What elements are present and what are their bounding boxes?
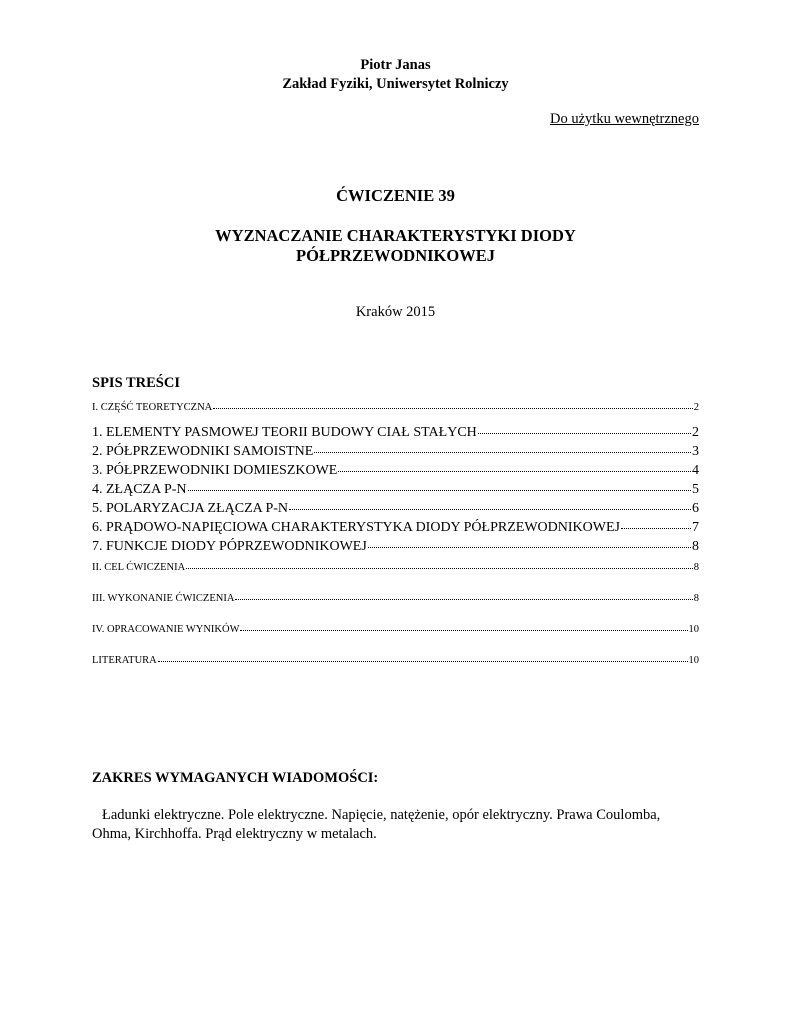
title-line-2: PÓŁPRZEWODNIKOWEJ	[296, 246, 495, 265]
requirements-text: Ładunki elektryczne. Pole elektryczne. Napięcie, natężenie, opór elektryczny. Prawa Coulomba, Ohma, Kirchhoffa. Prąd elektryczny w metalach.	[92, 807, 661, 842]
toc-leader-dots	[314, 452, 691, 453]
toc-entry-label: 4. ZŁĄCZA P-N	[92, 482, 187, 497]
toc-entry-label: I. CZĘŚĆ TEORETYCZNA	[92, 402, 213, 413]
toc-entry[interactable]	[92, 402, 699, 413]
toc-heading: SPIS TREŚCI	[92, 375, 180, 391]
toc-entry[interactable]	[92, 593, 699, 604]
toc-entry-page: 10	[688, 624, 699, 635]
toc-leader-dots	[368, 547, 691, 548]
toc-entry[interactable]	[92, 539, 699, 555]
toc-leader-dots	[240, 630, 687, 631]
toc-entry-label: 2. PÓŁPRZEWODNIKI SAMOISTNE	[92, 444, 314, 459]
toc-entry-label: 1. ELEMENTY PASMOWEJ TEORII BUDOWY CIAŁ STAŁYCH	[92, 425, 477, 440]
internal-use-note: Do użytku wewnętrznego	[550, 111, 699, 127]
toc-entry-label: III. WYKONANIE ĆWICZENIA	[92, 593, 235, 604]
toc-entry[interactable]	[92, 562, 699, 573]
toc-leader-dots	[188, 490, 692, 491]
requirements-heading: ZAKRES WYMAGANYCH WIADOMOŚCI:	[92, 770, 379, 786]
toc-entry-page: 3	[692, 444, 699, 459]
toc-leader-dots	[213, 408, 692, 409]
toc-entry-label: 5. POLARYZACJA ZŁĄCZA P-N	[92, 501, 289, 516]
toc-entry-label: 6. PRĄDOWO-NAPIĘCIOWA CHARAKTERYSTYKA DIODY PÓŁPRZEWODNIKOWEJ	[92, 520, 620, 535]
toc-entry-page: 2	[692, 425, 699, 440]
toc-entry-page: 8	[693, 593, 699, 604]
toc-leader-dots	[289, 509, 691, 510]
toc-leader-dots	[235, 599, 692, 600]
toc-entry-label: 3. PÓŁPRZEWODNIKI DOMIESZKOWE	[92, 463, 338, 478]
toc-entry-page: 8	[693, 562, 699, 573]
toc-leader-dots	[158, 661, 688, 662]
toc-entry[interactable]	[92, 444, 699, 460]
toc-leader-dots	[478, 433, 691, 434]
toc-entry-label: LITERATURA	[92, 655, 157, 666]
toc-entry[interactable]	[92, 482, 699, 498]
title-line-1: WYZNACZANIE CHARAKTERYSTYKI DIODY	[215, 226, 576, 245]
toc-entry-page: 10	[688, 655, 699, 666]
toc-entry-page: 7	[692, 520, 699, 535]
toc-entry[interactable]	[92, 624, 699, 635]
toc-entry[interactable]	[92, 501, 699, 517]
toc-entry-label: II. CEL ĆWICZENIA	[92, 562, 186, 573]
toc-entry-label: IV. OPRACOWANIE WYNIKÓW	[92, 624, 240, 635]
toc-entry[interactable]	[92, 463, 699, 479]
place-year: Kraków 2015	[355, 304, 436, 320]
toc-leader-dots	[186, 568, 693, 569]
toc-entry[interactable]	[92, 655, 699, 666]
toc-leader-dots	[338, 471, 691, 472]
toc-entry-label: 7. FUNKCJE DIODY PÓPRZEWODNIKOWEJ	[92, 539, 367, 554]
affiliation: Zakład Fyziki, Uniwersytet Rolniczy	[282, 76, 509, 92]
document-title	[0, 226, 791, 266]
toc-entry-page: 6	[692, 501, 699, 516]
toc-entry-page: 2	[693, 402, 699, 413]
author-name: Piotr Janas	[360, 57, 431, 73]
toc-leader-dots	[621, 528, 691, 529]
toc-entry-page: 5	[692, 482, 699, 497]
toc-entry[interactable]	[92, 520, 699, 536]
toc-entry[interactable]	[92, 425, 699, 441]
toc-entry-page: 8	[692, 539, 699, 554]
toc-entry-page: 4	[692, 463, 699, 478]
exercise-number: ĆWICZENIE 39	[336, 186, 455, 205]
